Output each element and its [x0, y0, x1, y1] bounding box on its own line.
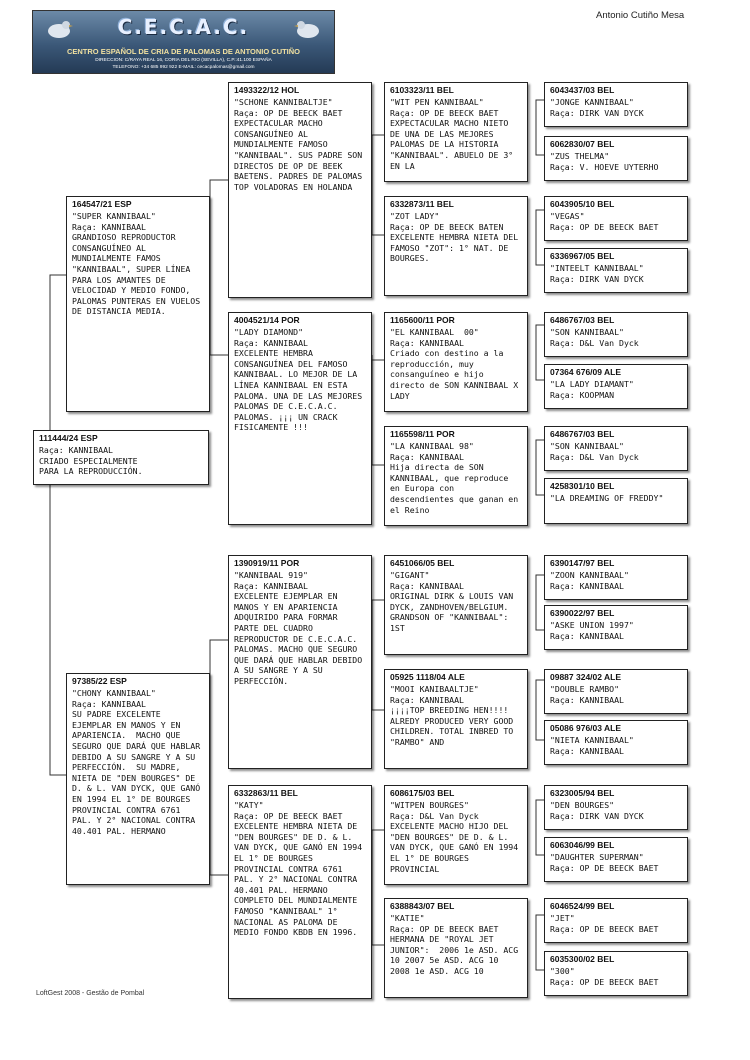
pigeon-card-gen5	[544, 785, 688, 830]
ring-number: 6086175/03 BEL	[390, 788, 455, 798]
ring-number: 07364 676/09 ALE	[550, 367, 622, 377]
pigeon-info: "LA KANNIBAAL 98" Raça: KANNIBAAL Hija directa de SON KANNIBAAL, que reproduce en Europa con descendientes que ganan en el Reino	[390, 441, 519, 515]
ring-number: 6332873/11 BEL	[390, 199, 454, 209]
pigeon-info: "LA LADY DIAMANT" Raça: KOOPMAN	[550, 379, 634, 400]
pigeon-info: "LADY DIAMOND" Raça: KANNIBAAL EXCELENTE HEMBRA CONSANGUÍNEA DEL FAMOSO KANNIBAAL. LO MEJOR DE LA LÍNEA KANNIBAAL EN ESTA PALOMA. UNA DE LAS MEJORES PALOMAS DE C.E.C.A.C. PALOMAS. ¡¡¡ UN CRACK FISICAMENTE !!!	[234, 327, 363, 433]
pigeon-card-gen5	[544, 248, 688, 293]
pigeon-info: "KANNIBAAL 919" Raça: KANNIBAAL EXCELENTE EJEMPLAR EN MANOS Y EN APARIENCIA ADQUIRIDO PARA FORMAR PARTE DEL CUADRO REPRODUCTOR DE C.E.C.A.C. PALOMAS. MACHO QUE SEGURO QUE DARÁ QUE HABLAR DEBIDO A SU SANGRE Y A SU PERFECCIÓN.	[234, 570, 363, 686]
pigeon-card-gen4	[384, 555, 528, 655]
pigeon-card-gen4	[384, 785, 528, 885]
pigeon-info: "SCHONE KANNIBALTJE" Raça: OP DE BEECK BAET EXPECTACULAR MACHO CONSANGUÍNEO AL MUNDIALMENTE FAMOSO "KANNIBAAL". SUS PADRE SON DIRECTOS DE OP DE BEEK BAETENS. PADRES DE PALOMAS TOP VOLADORAS EN HOLANDA	[234, 97, 363, 192]
pigeon-info: "NIETA KANNIBAAL" Raça: KANNIBAAL	[550, 735, 634, 756]
pigeon-card-gen5	[544, 312, 688, 357]
ring-number: 6388843/07 BEL	[390, 901, 455, 911]
pigeon-card-gen5	[544, 426, 688, 471]
ring-number: 1493322/12 HOL	[234, 85, 300, 95]
logo-address: DIRECCION: C/RAYA REAL 16, CORIA DEL RIO (SEVILLA), C.P.:41.100 ESPAÑA	[95, 58, 272, 63]
pigeon-card-gen5	[544, 898, 688, 943]
pigeon-info: "GIGANT" Raça: KANNIBAAL ORIGINAL DIRK & LOUIS VAN DYCK, ZANDHOVEN/BELGIUM. GRANDSON OF "KANNIBAAL": 1ST	[390, 570, 514, 633]
ring-number: 6043905/10 BEL	[550, 199, 615, 209]
pigeon-info: "KATIE" Raça: OP DE BEECK BAET HERMANA DE "ROYAL JET JUNIOR": 2006 1e ASD. ACG 10 2007 5e ASD. ACG 10 2008 1e ASD. ACG 10	[390, 913, 519, 976]
pigeon-info: "SON KANNIBAAL" Raça: D&L Van Dyck	[550, 441, 639, 462]
pigeon-card-gen5	[544, 951, 688, 996]
pigeon-info: "SUPER KANNIBAAL" Raça: KANNIBAAL GRANDIOSO REPRODUCTOR CONSANGUÍNEO AL MUNDIALMENTE FAMOS "KANNIBAAL", SUPER LÍNEA PARA LOS AMANTES DE VELOCIDAD Y MEDIO FONDO, PALOMAS PUNTERAS EN VUELOS DE DISTANCIA MEDIA.	[72, 211, 201, 317]
ring-number: 6323005/94 BEL	[550, 788, 615, 798]
pigeon-card-gen3	[228, 82, 372, 298]
pigeon-card-gen5	[544, 364, 688, 409]
ring-number: 6062830/07 BEL	[550, 139, 615, 149]
owner-name: Antonio Cutiño Mesa	[596, 10, 685, 21]
pigeon-card-gen5	[544, 196, 688, 241]
ring-number: 6332863/11 BEL	[234, 788, 298, 798]
pigeon-info: "DEN BOURGES" Raça: DIRK VAN DYCK	[550, 800, 644, 821]
pigeon-info: "JONGE KANNIBAAL" Raça: DIRK VAN DYCK	[550, 97, 644, 118]
pigeon-info: "INTEELT KANNIBAAL" Raça: DIRK VAN DYCK	[550, 263, 644, 284]
pigeon-card-gen5	[544, 555, 688, 600]
pigeon-info: "JET" Raça: OP DE BEECK BAET	[550, 913, 659, 934]
pigeon-info: "DAUGHTER SUPERMAN" Raça: OP DE BEECK BAET	[550, 852, 659, 873]
pigeon-card-gen5	[544, 478, 688, 524]
ring-number: 6390147/97 BEL	[550, 558, 615, 568]
pigeon-card-gen4	[384, 426, 528, 526]
ring-number: 05086 976/03 ALE	[550, 723, 622, 733]
pigeon-info: "LA DREAMING OF FREDDY"	[550, 493, 664, 503]
ring-number: 1165600/11 POR	[390, 315, 455, 325]
ring-number: 164547/21 ESP	[72, 199, 132, 209]
pigeon-info: "EL KANNIBAAL 00" Raça: KANNIBAAL Criado con destino a la reproducción, muy consanguíneo e hijo directo de SON KANNIBAAL X LADY	[390, 327, 519, 401]
pigeon-info: "DOUBLE RAMBO" Raça: KANNIBAAL	[550, 684, 624, 705]
ring-number: 97385/22 ESP	[72, 676, 127, 686]
pigeon-info: "ASKE UNION 1997" Raça: KANNIBAAL	[550, 620, 634, 641]
ring-number: 6336967/05 BEL	[550, 251, 615, 261]
ring-number: 1390919/11 POR	[234, 558, 300, 568]
ring-number: 6043437/03 BEL	[550, 85, 615, 95]
pigeon-card-gen2-sire	[66, 196, 210, 412]
ring-number: 05925 1118/04 ALE	[390, 672, 465, 682]
ring-number: 1165598/11 POR	[390, 429, 455, 439]
pigeon-info: "ZOON KANNIBAAL" Raça: KANNIBAAL	[550, 570, 629, 591]
pigeon-card-gen4	[384, 312, 528, 412]
pigeon-info: "KATY" Raça: OP DE BEECK BAET EXCELENTE HEMBRA NIETA DE "DEN BOURGES" DE D. & L. VAN DYCK, QUE GANÓ EN 1994 EL 1° DE BOURGES PROVINCIAL CONTRA 6761 PAL. Y 2° NACIONAL CONTRA 40.401 PAL. HERMANO COMPLETO DEL MUNDIALMENTE FAMOSO "KANNIBAAL" 1° NACIONAL AS PALOMA DE MEDIO FONDO KBDB EN 1996.	[234, 800, 363, 938]
ring-number: 6103323/11 BEL	[390, 85, 454, 95]
pigeon-card-gen5	[544, 605, 688, 650]
pigeon-info: "ZUS THELMA" Raça: V. HOEVE UYTERHO	[550, 151, 659, 172]
ring-number: 6451066/05 BEL	[390, 558, 455, 568]
pigeon-info: "VEGAS" Raça: OP DE BEECK BAET	[550, 211, 659, 232]
ring-number: 4258301/10 BEL	[550, 481, 615, 491]
pigeon-card-gen3	[228, 785, 372, 999]
pigeon-card-gen5	[544, 837, 688, 882]
ring-number: 111444/24 ESP	[39, 433, 98, 443]
pigeon-card-gen2-dam	[66, 673, 210, 885]
logo-subtitle: CENTRO ESPAÑOL DE CRIA DE PALOMAS DE ANTONIO CUTIÑO	[66, 47, 301, 56]
pigeon-card-gen3	[228, 312, 372, 525]
logo-title: C.E.C.A.C.	[117, 15, 250, 39]
pigeon-info: Raça: KANNIBAAL CRIADO ESPECIALMENTE PARA LA REPRODUCCIÓN.	[39, 445, 143, 477]
logo-contact: TELEFONO: +34 685 992 922 E-MAIL: cecacpalomas@gmail.com	[112, 65, 255, 70]
pigeon-card-gen5	[544, 720, 688, 765]
pigeon-card-gen3	[228, 555, 372, 769]
ring-number: 6035300/02 BEL	[550, 954, 615, 964]
ring-number: 4004521/14 POR	[234, 315, 300, 325]
ring-number: 6486767/03 BEL	[550, 429, 615, 439]
pigeon-card-gen4	[384, 196, 528, 296]
pigeon-card-gen5	[544, 82, 688, 127]
pigeon-card-gen5	[544, 669, 688, 714]
pigeon-info: "WITPEN BOURGES" Raça: D&L Van Dyck EXCELENTE MACHO HIJO DEL "DEN BOURGES" DE D. & L. VAN DYCK, QUE GANÓ EN 1994 EL 1° DE BOURGES PROVINCIAL	[390, 800, 519, 874]
ring-number: 6063046/99 BEL	[550, 840, 615, 850]
pigeon-info: "SON KANNIBAAL" Raça: D&L Van Dyck	[550, 327, 639, 348]
pigeon-info: "300" Raça: OP DE BEECK BAET	[550, 966, 659, 987]
pigeon-info: "MOOI KANIBAALTJE" Raça: KANNIBAAL ¡¡¡¡TOP BREEDING HEN!!!! ALREDY PRODUCED VERY GOOD CHILDREN. TOTAL INBRED TO "RAMBO" AND	[390, 684, 514, 747]
pigeon-info: "ZOT LADY" Raça: OP DE BEECK BATEN EXCELENTE HEMBRA NIETA DEL FAMOSO "ZOT": 1° NAT. DE BOURGES.	[390, 211, 519, 264]
pigeon-card-gen5	[544, 136, 688, 181]
pigeon-card-gen4	[384, 82, 528, 182]
cecac-logo-banner	[32, 10, 335, 74]
pigeon-card-gen4	[384, 898, 528, 998]
ring-number: 6390022/97 BEL	[550, 608, 615, 618]
pigeon-info: "CHONY KANNIBAAL" Raça: KANNIBAAL SU PADRE EXCELENTE EJEMPLAR EN MANOS Y EN APARIENCIA. MACHO QUE SEGURO QUE DARÁ QUE HABLAR DEBIDO A SU SANGRE Y A SU PERFECCIÓN. SU MADRE, NIETA DE "DEN BOURGES" DE D. & L. VAN DYCK, QUE GANÓ EN 1994 EL 1° DE BOURGES PROVINCIAL CONTRA 6761 PAL. Y 2° NACIONAL CONTRA 40.401 PAL. HERMANO	[72, 688, 201, 836]
pigeon-info: "WIT PEN KANNIBAAL" Raça: OP DE BEECK BAET EXPECTACULAR MACHO NIETO DE UNA DE LAS MEJORES PALOMAS DE LA HISTORIA "KANNIBAAL". ABUELO DE 3° EN LA	[390, 97, 514, 171]
pigeon-card-gen4	[384, 669, 528, 769]
ring-number: 09887 324/02 ALE	[550, 672, 622, 682]
ring-number: 6046524/99 BEL	[550, 901, 615, 911]
software-footer: LoftGest 2008 - Gestão de Pombal	[36, 990, 145, 997]
pigeon-card-gen1	[33, 430, 209, 485]
ring-number: 6486767/03 BEL	[550, 315, 615, 325]
